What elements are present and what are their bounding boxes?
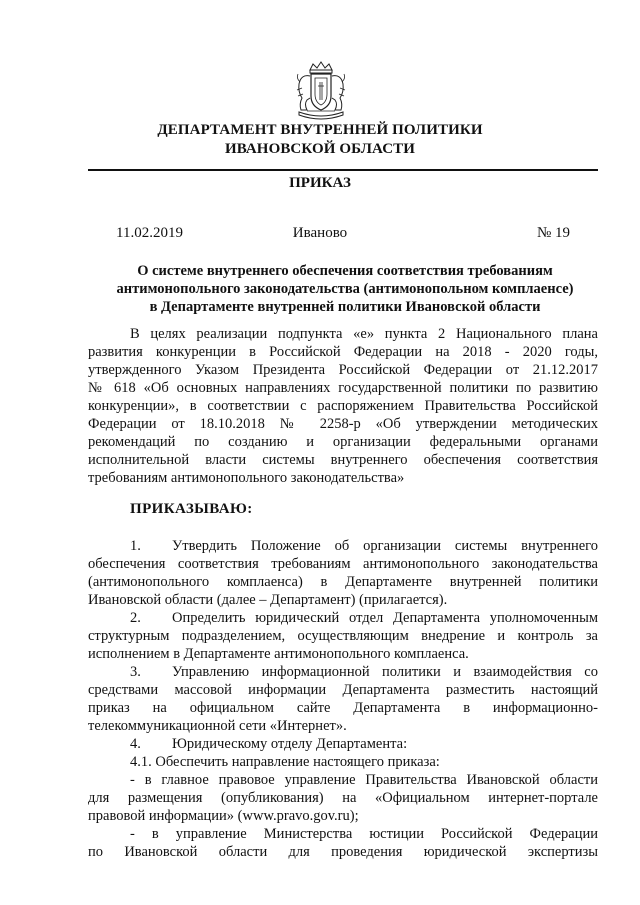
item-1-line: Ивановской области (далее – Департамент) (прилагается).	[88, 592, 448, 608]
item-3-line: телекоммуникационной сети «Интернет».	[88, 718, 347, 734]
item-2-line: исполнением в Департаменте антимонопольного комплаенса.	[88, 646, 469, 662]
item-4-1-line: 4.1. Обеспечить направление настоящего приказа:	[130, 754, 440, 770]
preamble-line: В целях реализации подпункта «е» пункта 2 Национального плана	[130, 326, 598, 342]
order-title-line2: антимонопольного законодательства (антимонопольном комплаенсе)	[116, 281, 574, 297]
dash-item-line: - в управление Министерства юстиции Российской Федерации	[130, 826, 598, 842]
order-directive-word: ПРИКАЗЫВАЮ:	[130, 501, 253, 517]
item-2-line: структурным подразделением, осуществляющим внедрение и контроль за	[88, 628, 598, 644]
ivanovo-oblast-coat-of-arms-icon	[293, 60, 349, 120]
item-3-number: 3.	[130, 664, 141, 680]
item-1-text: Утвердить Положение об организации системы внутреннего	[172, 538, 598, 554]
item-3-text: Управлению информационной политики и взаимодействия со	[172, 664, 598, 680]
item-1-number: 1.	[130, 538, 141, 554]
item-4-line	[88, 735, 598, 753]
preamble-line: развития конкуренции в Российской Федерации на 2018 - 2020 годы,	[88, 344, 598, 360]
department-name-line2: ИВАНОВСКОЙ ОБЛАСТИ	[224, 141, 416, 157]
dash-item-line: для размещения (опубликования) на «Официальном интернет-портале	[88, 790, 598, 806]
header-divider	[88, 169, 598, 171]
department-name-line1: ДЕПАРТАМЕНТ ВНУТРЕННЕЙ ПОЛИТИКИ	[157, 122, 483, 138]
item-1-line: (антимонопольного комплаенса) в Департаменте внутренней политики	[88, 574, 598, 590]
preamble-line: Федерации от 18.10.2018 № 2258-р «Об утверждении методических	[88, 416, 598, 432]
preamble-line: требованиям антимонопольного законодательства»	[88, 470, 405, 486]
dash-item-line: по Ивановской области для проведения юридической экспертизы	[88, 844, 598, 860]
item-3-line	[88, 663, 598, 681]
order-date: 11.02.2019	[116, 225, 183, 241]
order-city: Иваново	[292, 225, 348, 241]
order-title-line1: О системе внутреннего обеспечения соответствия требованиям	[137, 263, 553, 279]
dash-item-line: правовой информации» (www.pravo.gov.ru);	[88, 808, 359, 824]
item-4-text: Юридическому отделу Департамента:	[172, 736, 408, 752]
item-2-number: 2.	[130, 610, 141, 626]
preamble-line: рекомендаций по созданию и организации федеральными органами	[88, 434, 598, 450]
order-number: № 19	[536, 225, 570, 241]
item-4-number: 4.	[130, 736, 141, 752]
order-title-line3: в Департаменте внутренней политики Ивановской области	[149, 299, 541, 315]
document-type: ПРИКАЗ	[289, 175, 351, 191]
item-3-line: средствами массовой информации Департамента разместить настоящий	[88, 682, 598, 698]
item-1-line: обеспечения соответствия требованиям антимонопольного законодательства	[88, 556, 598, 572]
preamble-line: № 618 «Об основных направлениях государственной политики по развитию	[88, 380, 598, 396]
item-2-line	[88, 609, 598, 627]
preamble-line: утвержденного Указом Президента Российской Федерации от 21.12.2017	[88, 362, 598, 378]
item-2-text: Определить юридический отдел Департамента уполномоченным	[172, 610, 598, 626]
item-1-line	[88, 537, 598, 555]
dash-item-line: - в главное правовое управление Правительства Ивановской области	[130, 772, 598, 788]
preamble-line: исполнительной власти системы внутреннего обеспечения соответствия	[88, 452, 598, 468]
preamble-line: конкуренции», в соответствии с распоряжением Правительства Российской	[88, 398, 598, 414]
item-3-line: приказ на официальном сайте Департамента в информационно-	[88, 700, 598, 716]
